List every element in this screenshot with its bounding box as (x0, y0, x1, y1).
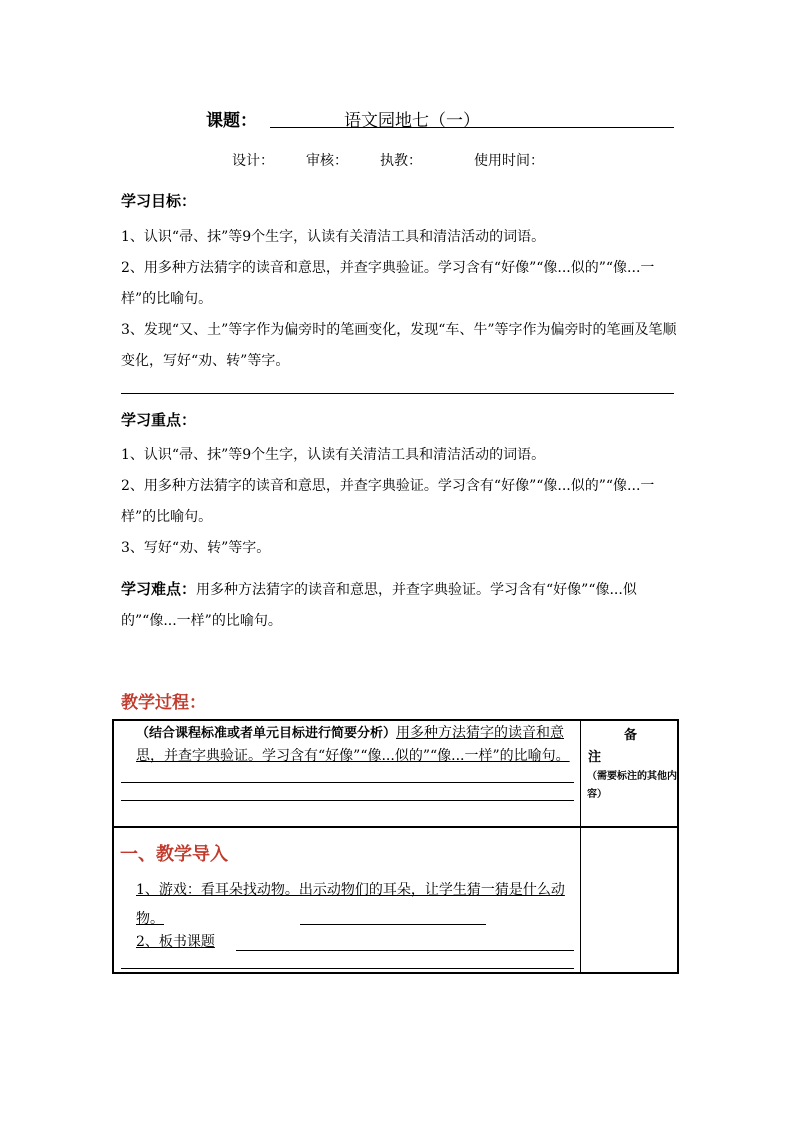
review-label: 审核： (306, 153, 348, 169)
step1-line (236, 950, 574, 951)
key-points-heading: 学习重点： (121, 411, 197, 429)
list-item: 2、用多种方法猜字的读音和意思，并查字典验证。学习含有“好像”“像...似的”“像...一样”的比喻句。 (121, 260, 655, 307)
step1-heading: 一、教学导入 (120, 844, 228, 865)
step1-item (136, 876, 576, 934)
divider (121, 393, 674, 394)
step1-line (121, 968, 574, 969)
teach-label: 执教： (380, 153, 422, 169)
difficulty-heading: 学习难点： (121, 580, 197, 598)
step1-line (300, 924, 486, 925)
analysis-line (121, 782, 574, 783)
process-heading: 教学过程： (121, 693, 206, 713)
table-column-divider (580, 719, 581, 974)
list-item: 2、用多种方法猜字的读音和意思，并查字典验证。学习含有“好像”“像...似的”“像...一样”的比喻句。 (121, 478, 655, 525)
list-item: 3、写好“劝、转”等字。 (121, 540, 271, 556)
remark-subtitle: （需要标注的其他内容） (587, 771, 677, 800)
analysis-text: 用多种方法猜字的读音和意思，并查字典验证。学习含有“好像”“像...似的”“像...一样”的比喻句。 (136, 725, 570, 764)
list-item: 3、发现“又、土”等字作为偏旁时的笔画变化，发现“车、牛”等字作为偏旁时的笔画及笔顺变化，写好“劝、转”等字。 (121, 322, 677, 369)
key-points-list (121, 440, 677, 564)
title-label: 课题： (206, 111, 257, 131)
analysis-label: （结合课程标准或者单元目标进行简要分析） (136, 726, 397, 741)
list-item: 2、板书课题 (136, 934, 215, 950)
design-label: 设计： (232, 153, 274, 169)
difficulty-text: 用多种方法猜字的读音和意思，并查字典验证。学习含有“好像”“像...似的”“像...一样”的比喻句。 (121, 582, 637, 629)
goals-heading: 学习目标： (121, 192, 197, 210)
page-title: 语文园地七（一） (344, 111, 480, 131)
list-item: 1、认识“帚、抹”等9个生字，认读有关清洁工具和清洁活动的词语。 (121, 447, 546, 463)
table-row-divider (112, 826, 679, 828)
remark-title-1: 备 (623, 728, 637, 743)
analysis-line (121, 800, 574, 801)
analysis-cell (136, 722, 576, 767)
time-label: 使用时间： (474, 153, 544, 169)
difficulty-block (121, 574, 677, 637)
goals-list (121, 222, 677, 377)
remark-title-2: 注 (588, 750, 602, 765)
list-item: 1、游戏：看耳朵找动物。出示动物们的耳朵，让学生猜一猜是什么动物。 (136, 882, 565, 927)
list-item: 1、认识“帚、抹”等9个生字，认读有关清洁工具和清洁活动的词语。 (121, 229, 546, 245)
